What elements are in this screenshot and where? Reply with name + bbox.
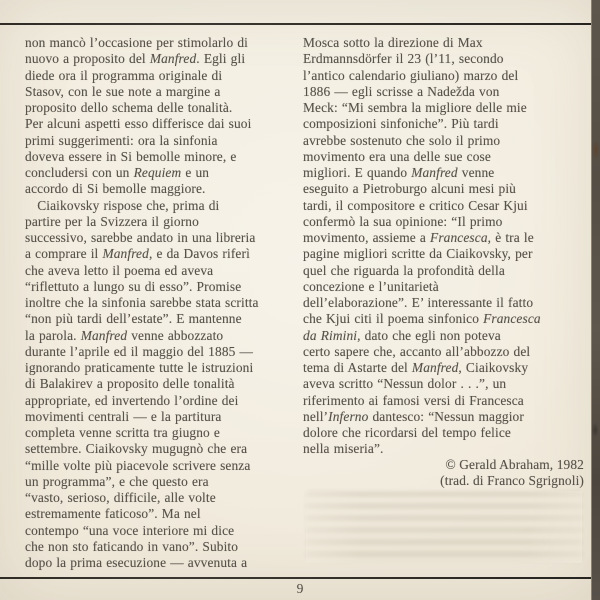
- text-line: durante l’aprile ed il maggio del 1885 —: [25, 343, 254, 359]
- text-line: eseguito a Pietroburgo alcuni mesi più: [303, 181, 516, 197]
- text-line: movimento, assieme a Francesca, è tra le: [303, 230, 534, 245]
- text-line: un programma”, e che questo era: [25, 473, 209, 489]
- text-line: accordo di Si bemolle maggiore.: [25, 181, 206, 197]
- page-bleedthrough-fade: [306, 491, 582, 563]
- text-line: tema di Astarte del Manfred, Ciaikovsky: [303, 360, 529, 375]
- article-column-right: [303, 35, 587, 458]
- text-line: riferimento ai famosi versi di Francesca: [303, 392, 524, 408]
- text-line: doveva essere in Si bemolle minore, e: [25, 148, 237, 164]
- translator-line: (trad. di Franco Sgrignoli): [440, 473, 584, 489]
- text-line: dell’elaborazione”. E’ interessante il fatto: [303, 295, 534, 310]
- text-line: aveva scritto “Nessun dolor . . .”, un: [303, 376, 507, 392]
- text-line: ignorando praticamente tutte le istruzioni: [25, 360, 254, 375]
- text-line: quel che riguarda la profondità della: [303, 262, 505, 278]
- text-line: che Kjui citi il poema sinfonico Francesca: [303, 311, 541, 327]
- text-line: 1886 — egli scrisse a Nadežda von: [303, 83, 500, 99]
- text-line: partire per la Svizzera il giorno: [25, 213, 199, 229]
- text-line: Per alcuni aspetti esso differisce dai suoi: [25, 116, 252, 132]
- top-rule: [0, 23, 600, 25]
- text-line: Mosca sotto la direzione di Max: [303, 35, 483, 50]
- text-line: dolore che ricordarsi del tempo felice: [303, 425, 511, 440]
- text-line: che aveva letto il poema ed aveva: [25, 262, 214, 278]
- text-line: che non sto faticando in vano”. Subito: [25, 538, 239, 554]
- text-line: proposito dello schema delle tonalità.: [25, 100, 233, 115]
- text-line: diede ora il programma originale di: [25, 67, 223, 83]
- text-line: “mille volte più piacevole scrivere senza: [25, 457, 251, 473]
- text-line: nell’Inferno dantesco: “Nessun maggior: [303, 408, 524, 424]
- text-line: estremamente faticoso”. Ma nel: [25, 506, 201, 522]
- text-line: contempo “una voce interiore mi dice: [25, 522, 235, 538]
- text-line: composizioni sinfoniche”. Più tardi: [303, 116, 499, 132]
- text-line: primi suggerimenti: ora la sinfonia: [25, 132, 218, 148]
- text-line: non mancò l’occasione per stimolarlo di: [25, 35, 248, 50]
- text-line: tardi, il compositore e critico Cesar Kjui: [303, 197, 528, 213]
- text-line: “vasto, serioso, difficile, alle volte: [25, 490, 216, 505]
- text-line: movimenti centrali — e la partitura: [25, 408, 222, 424]
- text-line: “riflettuto a lungo su di esso”. Promise: [25, 278, 242, 294]
- text-line: movimento era una delle sue cose: [303, 148, 491, 164]
- text-line: Ciaikovsky rispose che, prima di: [25, 197, 220, 213]
- text-line: l’antico calendario giuliano) marzo del: [303, 67, 519, 83]
- text-line: a comprare il Manfred, e da Davos riferì: [25, 246, 250, 262]
- page-number: 9: [296, 581, 304, 596]
- article-column-left: [25, 35, 309, 571]
- text-line: concludersi con un Requiem e un: [25, 165, 210, 180]
- text-line: settembre. Ciaikovsky mugugnò che era: [25, 441, 248, 457]
- text-line: migliori. E quando Manfred venne: [303, 165, 495, 180]
- text-line: inoltre che la sinfonia sarebbe stata scritta: [25, 295, 259, 310]
- text-line: la parola. Manfred venne abbozzato: [25, 327, 224, 343]
- text-line: certo sapere che, accanto all’abbozzo del: [303, 343, 531, 359]
- text-line: da Rimini, dato che egli non poteva: [303, 327, 501, 343]
- text-line: confermò la sua opinione: “Il primo: [303, 213, 503, 229]
- text-line: Meck: “Mi sembra la migliore delle mie: [303, 100, 527, 115]
- credits-block: [303, 457, 584, 490]
- text-line: avrebbe sostenuto che solo il primo: [303, 132, 501, 148]
- page-edge-shadow: [591, 0, 600, 600]
- text-line: completa venne scritta tra giugno e: [25, 425, 220, 440]
- text-line: di Balakirev a proposito delle tonalità: [25, 376, 235, 392]
- copyright-line: © Gerald Abraham, 1982: [445, 457, 584, 472]
- text-line: “non più tardi dell’estate”. E mantenne: [25, 311, 242, 327]
- bottom-rule: [0, 577, 600, 579]
- text-line: nuovo a proposito del Manfred. Egli gli: [25, 51, 246, 67]
- text-line: pagine migliori scritte da Ciaikovsky, per: [303, 246, 533, 262]
- text-line: concezione e l’unitarietà: [303, 278, 439, 294]
- text-line: Stasov, con le sue note a margine a: [25, 83, 221, 99]
- text-line: dopo la prima esecuzione — avvenuta a: [25, 555, 248, 570]
- text-line: appropriate, ed invertendo l’ordine dei: [25, 392, 239, 408]
- text-line: nella miseria”.: [303, 441, 384, 457]
- text-line: successivo, sarebbe andato in una libreria: [25, 230, 256, 245]
- text-line: Erdmannsdörfer il 23 (l’11, secondo: [303, 51, 504, 67]
